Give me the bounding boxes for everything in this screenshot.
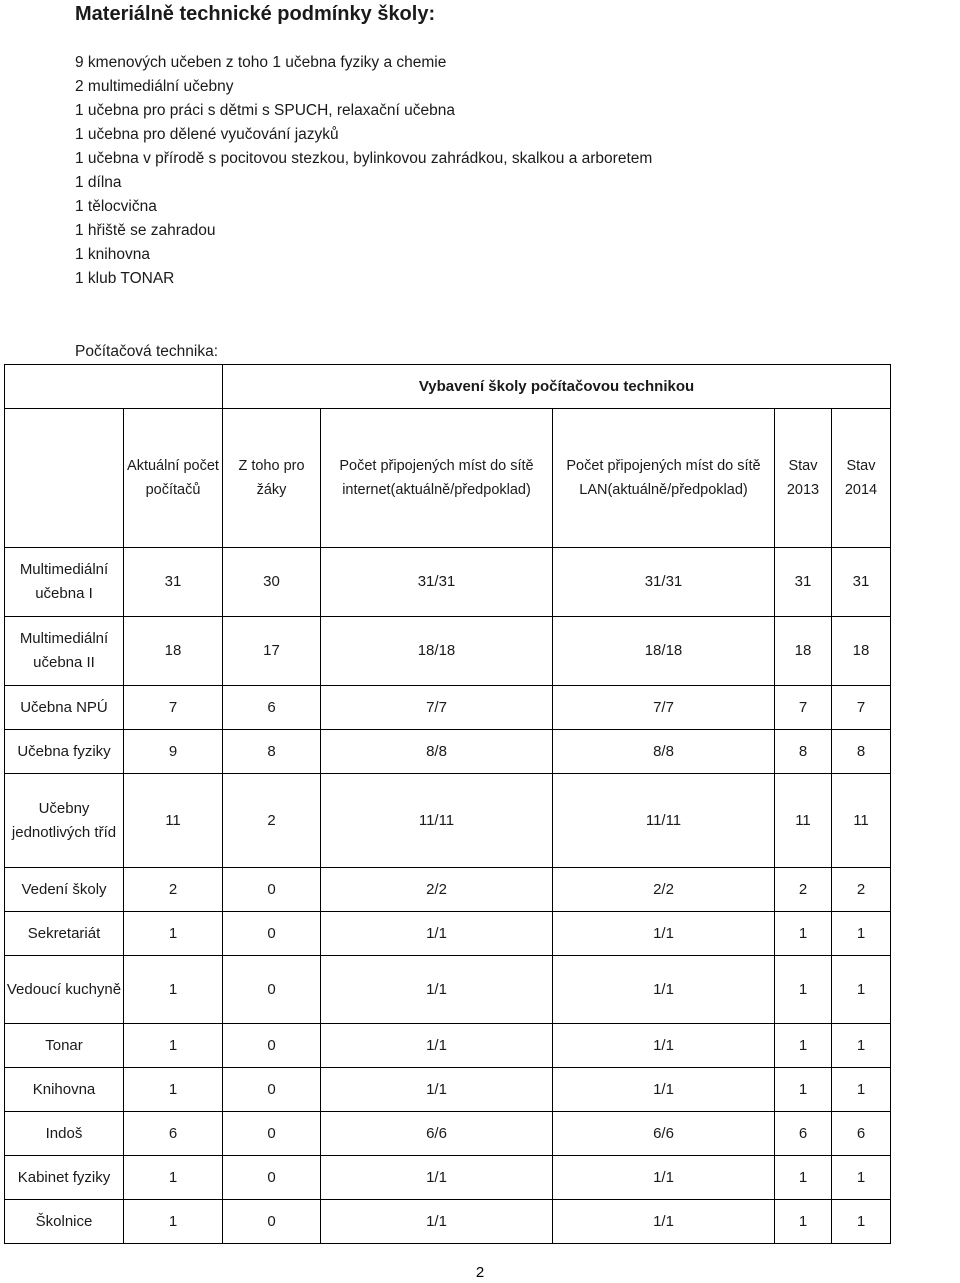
table-cell: 2 (775, 868, 832, 912)
table-cell: 1/1 (321, 1024, 553, 1068)
table-cell: 8/8 (553, 730, 775, 774)
table-row (5, 1068, 891, 1112)
header-empty-cell (5, 409, 124, 548)
table-cell: 1/1 (553, 1200, 775, 1244)
table-cell: 1/1 (321, 956, 553, 1024)
table-cell: 31 (775, 548, 832, 617)
facility-item: 9 kmenových učeben z toho 1 učebna fyziky a chemie (75, 54, 447, 71)
table-cell: 0 (223, 1024, 321, 1068)
table-cell: 1 (775, 1200, 832, 1244)
table-cell: 0 (223, 1112, 321, 1156)
facility-item: 1 dílna (75, 174, 122, 191)
column-header: Počet připojených míst do sítě LAN(aktuálně/předpoklad) (553, 409, 775, 548)
table-cell: 1 (775, 956, 832, 1024)
table-cell: 7 (775, 686, 832, 730)
facility-item: 2 multimediální učebny (75, 78, 234, 95)
table-cell: 1 (124, 1068, 223, 1112)
table-cell: 1/1 (553, 912, 775, 956)
table-cell: 7 (124, 686, 223, 730)
table-caption: Vybavení školy počítačovou technikou (223, 365, 891, 409)
table-cell: 1/1 (321, 912, 553, 956)
table-cell: 1 (124, 956, 223, 1024)
table-cell: 31 (832, 548, 891, 617)
table-row (5, 912, 891, 956)
table-cell: 1/1 (553, 956, 775, 1024)
table-cell: 6/6 (321, 1112, 553, 1156)
column-header: Počet připojených míst do sítě internet(aktuálně/předpoklad) (321, 409, 553, 548)
table-cell: 6 (832, 1112, 891, 1156)
table-cell: 1 (124, 912, 223, 956)
table-cell: 1 (832, 956, 891, 1024)
table-row (5, 774, 891, 868)
page-title: Materiálně technické podmínky školy: (75, 3, 436, 25)
table-cell: 2 (832, 868, 891, 912)
table-caption-row (5, 365, 891, 409)
table-row (5, 548, 891, 617)
row-label: Učebna NPÚ (5, 686, 124, 730)
column-header: Stav 2014 (832, 409, 891, 548)
table-cell: 1/1 (553, 1068, 775, 1112)
table-cell: 1 (775, 1024, 832, 1068)
row-label: Učebna fyziky (5, 730, 124, 774)
row-label: Vedení školy (5, 868, 124, 912)
table-row (5, 1200, 891, 1244)
row-label: Kabinet fyziky (5, 1156, 124, 1200)
row-label: Vedoucí kuchyně (5, 956, 124, 1024)
facility-item: 1 tělocvična (75, 198, 157, 215)
table-cell: 1 (775, 1068, 832, 1112)
row-label: Indoš (5, 1112, 124, 1156)
table-cell: 8/8 (321, 730, 553, 774)
table-cell: 18 (832, 617, 891, 686)
table-cell: 18 (775, 617, 832, 686)
row-label: Školnice (5, 1200, 124, 1244)
table-cell: 1/1 (553, 1024, 775, 1068)
table-cell: 1/1 (321, 1200, 553, 1244)
facility-item: 1 hřiště se zahradou (75, 222, 216, 239)
table-cell: 11 (832, 774, 891, 868)
facility-item: 1 učebna v přírodě s pocitovou stezkou, bylinkovou zahrádkou, skalkou a arboretem (75, 150, 653, 167)
table-cell: 2/2 (321, 868, 553, 912)
table-cell: 2 (124, 868, 223, 912)
table-row (5, 1156, 891, 1200)
table-cell: 0 (223, 1200, 321, 1244)
facilities-list (75, 51, 875, 291)
table-cell: 2 (223, 774, 321, 868)
table-cell: 1 (775, 912, 832, 956)
table-cell: 8 (832, 730, 891, 774)
row-label: Tonar (5, 1024, 124, 1068)
computer-equipment-table (4, 364, 891, 1244)
table-cell: 1 (832, 1068, 891, 1112)
row-label: Multimediální učebna II (5, 617, 124, 686)
table-cell: 11/11 (553, 774, 775, 868)
table-cell: 0 (223, 912, 321, 956)
table-cell: 8 (775, 730, 832, 774)
table-row (5, 730, 891, 774)
table-cell: 8 (223, 730, 321, 774)
table-cell: 1/1 (321, 1156, 553, 1200)
table-cell: 6 (124, 1112, 223, 1156)
facility-item: 1 učebna pro práci s dětmi s SPUCH, relaxační učebna (75, 102, 455, 119)
table-cell: 0 (223, 1068, 321, 1112)
table-cell: 6/6 (553, 1112, 775, 1156)
table-row (5, 868, 891, 912)
table-cell: 0 (223, 868, 321, 912)
table-cell: 11 (775, 774, 832, 868)
table-cell: 0 (223, 956, 321, 1024)
row-label: Sekretariát (5, 912, 124, 956)
table-cell: 1 (124, 1156, 223, 1200)
table-cell: 7/7 (553, 686, 775, 730)
facility-item: 1 klub TONAR (75, 270, 175, 287)
table-cell: 31/31 (553, 548, 775, 617)
table-cell: 2/2 (553, 868, 775, 912)
table-cell: 1/1 (553, 1156, 775, 1200)
column-header: Stav 2013 (775, 409, 832, 548)
table-cell: 6 (223, 686, 321, 730)
table-cell: 1 (832, 1156, 891, 1200)
table-cell: 17 (223, 617, 321, 686)
table-cell: 18/18 (321, 617, 553, 686)
table-row (5, 1112, 891, 1156)
page-number: 2 (475, 1264, 485, 1281)
column-header: Aktuální počet počítačů (124, 409, 223, 548)
table-cell: 11/11 (321, 774, 553, 868)
table-corner-cell (5, 365, 223, 409)
table-row (5, 1024, 891, 1068)
table-cell: 1 (775, 1156, 832, 1200)
table-cell: 31 (124, 548, 223, 617)
table-cell: 1/1 (321, 1068, 553, 1112)
table-cell: 30 (223, 548, 321, 617)
row-label: Multimediální učebna I (5, 548, 124, 617)
table-cell: 7 (832, 686, 891, 730)
table-cell: 0 (223, 1156, 321, 1200)
table-row (5, 956, 891, 1024)
table-header-row (5, 409, 891, 548)
table-cell: 18 (124, 617, 223, 686)
table-cell: 18/18 (553, 617, 775, 686)
table-cell: 6 (775, 1112, 832, 1156)
table-cell: 1 (832, 1024, 891, 1068)
table-cell: 1 (124, 1024, 223, 1068)
row-label: Učebny jednotlivých tříd (5, 774, 124, 868)
facility-item: 1 učebna pro dělené vyučování jazyků (75, 126, 339, 143)
table-row (5, 617, 891, 686)
table-cell: 1 (124, 1200, 223, 1244)
facility-item: 1 knihovna (75, 246, 150, 263)
table-cell: 1 (832, 1200, 891, 1244)
table-cell: 1 (832, 912, 891, 956)
row-label: Knihovna (5, 1068, 124, 1112)
table-cell: 9 (124, 730, 223, 774)
table-cell: 7/7 (321, 686, 553, 730)
table-cell: 31/31 (321, 548, 553, 617)
table-row (5, 686, 891, 730)
computer-section-label: Počítačová technika: (75, 343, 219, 360)
column-header: Z toho pro žáky (223, 409, 321, 548)
table-cell: 11 (124, 774, 223, 868)
